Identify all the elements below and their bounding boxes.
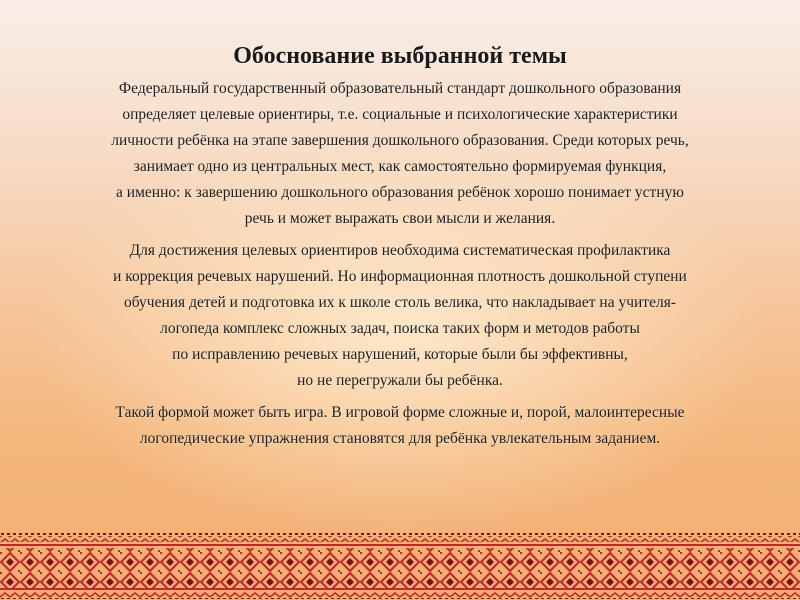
paragraph-line: Федеральный государственный образовательный стандарт дошкольного образования (118, 80, 682, 97)
slide-title: Обоснование выбранной темы (233, 43, 567, 69)
ornament-border (0, 532, 800, 600)
slide-body (10, 76, 790, 452)
paragraph-line: по исправлению речевых нарушений, которые были бы эффективны, (172, 346, 628, 363)
paragraph-line: логопеда комплекс сложных задач, поиска таких форм и методов работы (160, 320, 640, 337)
paragraph-line: а именно: к завершению дошкольного образования ребёнок хорошо понимает устную (116, 184, 684, 201)
paragraph-line: обучения детей и подготовка их к школе столь велика, что накладывает на учителя- (124, 294, 676, 311)
paragraph-line: Такой формой может быть игра. В игровой форме сложные и, порой, малоинтересные (115, 404, 685, 421)
paragraph-1 (10, 76, 790, 232)
paragraph-line: и коррекция речевых нарушений. Но информационная плотность дошкольной ступени (113, 268, 687, 285)
paragraph-2 (10, 238, 790, 394)
paragraph-3 (10, 400, 790, 452)
paragraph-line: но не перегружали бы ребёнка. (297, 372, 503, 389)
paragraph-line: речь и может выражать свои мысли и желания. (244, 210, 556, 227)
paragraph-line: занимает одно из центральных мест, как самостоятельно формируемая функция, (133, 158, 667, 175)
paragraph-line: личности ребёнка на этапе завершения дошкольного образования. Среди которых речь, (111, 132, 689, 149)
paragraph-line: Для достижения целевых ориентиров необходима систематическая профилактика (129, 242, 671, 259)
paragraph-line: определяет целевые ориентиры, т.е. социальные и психологические характеристики (122, 106, 678, 123)
paragraph-line: логопедические упражнения становятся для ребёнка увлекательным заданием. (139, 430, 661, 447)
